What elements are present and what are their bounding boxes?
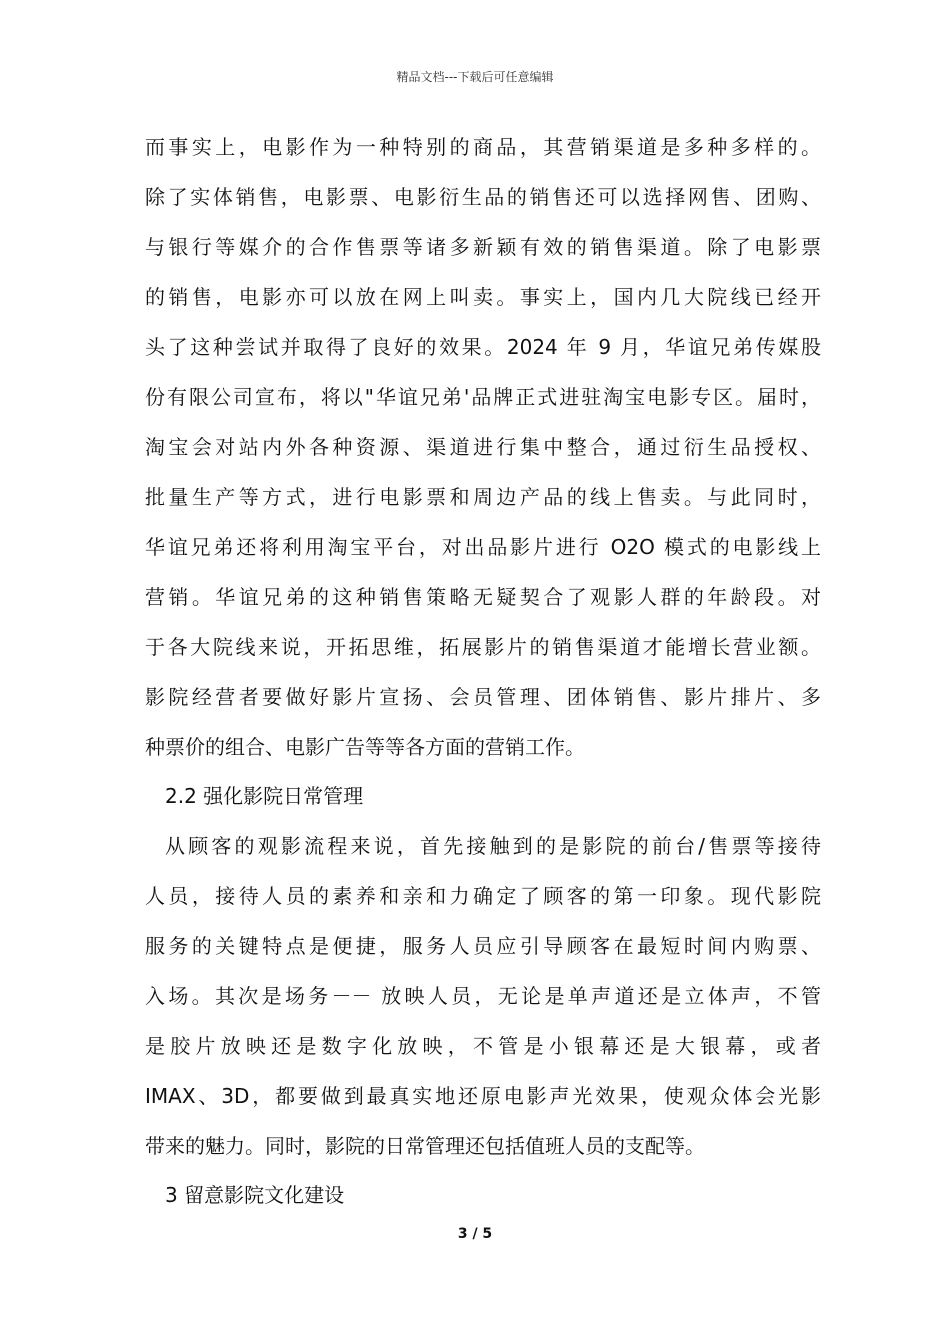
- paragraph-line: 头了这种尝试并取得了良好的效果。2024 年 9 月，华谊兄弟传媒股: [145, 335, 821, 359]
- paragraph-line: 华谊兄弟还将利用淘宝平台，对出品影片进行 O2O 模式的电影线上: [145, 535, 821, 559]
- paragraph-line: 影院经营者要做好影片宣扬、会员管理、团体销售、影片排片、多: [145, 685, 821, 709]
- paragraph-line: 份有限公司宣布，将以"华谊兄弟'品牌正式进驻淘宝电影专区。届时，: [145, 385, 821, 409]
- section-heading: 2.2 强化影院日常管理: [165, 784, 364, 808]
- paragraph-line: 淘宝会对站内外各种资源、渠道进行集中整合，通过衍生品授权、: [145, 435, 821, 459]
- paragraph-line: IMAX、3D，都要做到最真实地还原电影声光效果，使观众体会光影: [145, 1084, 821, 1108]
- paragraph-line: 服务的关键特点是便捷，服务人员应引导顾客在最短时间内购票、: [145, 934, 821, 958]
- paragraph-line: 从顾客的观影流程来说，首先接触到的是影院的前台/售票等接待: [165, 834, 821, 858]
- page-number: 3 / 5: [457, 1226, 493, 1242]
- page-header: 精品文档---下载后可任意编辑: [396, 70, 554, 84]
- paragraph-line: 除了实体销售，电影票、电影衍生品的销售还可以选择网售、团购、: [145, 185, 821, 209]
- paragraph-line: 带来的魅力。同时，影院的日常管理还包括值班人员的支配等。: [145, 1134, 705, 1158]
- paragraph-line: 营销。华谊兄弟的这种销售策略无疑契合了观影人群的年龄段。对: [145, 585, 821, 609]
- paragraph-line: 入场。其次是场务－－ 放映人员，无论是单声道还是立体声，不管: [145, 984, 821, 1008]
- section-heading: 3 留意影院文化建设: [165, 1183, 345, 1207]
- paragraph-line: 的销售，电影亦可以放在网上叫卖。事实上，国内几大院线已经开: [145, 285, 821, 309]
- paragraph-line: 与银行等媒介的合作售票等诸多新颖有效的销售渠道。除了电影票: [145, 235, 821, 259]
- paragraph-line: 种票价的组合、电影广告等等各方面的营销工作。: [145, 735, 585, 759]
- paragraph-line: 批量生产等方式，进行电影票和周边产品的线上售卖。与此同时，: [145, 485, 821, 509]
- paragraph-line: 人员，接待人员的素养和亲和力确定了顾客的第一印象。现代影院: [145, 884, 821, 908]
- paragraph-line: 是胶片放映还是数字化放映，不管是小银幕还是大银幕，或者: [145, 1034, 821, 1058]
- paragraph-line: 而事实上，电影作为一种特别的商品，其营销渠道是多种多样的。: [145, 135, 821, 159]
- paragraph-line: 于各大院线来说，开拓思维，拓展影片的销售渠道才能增长营业额。: [145, 635, 821, 659]
